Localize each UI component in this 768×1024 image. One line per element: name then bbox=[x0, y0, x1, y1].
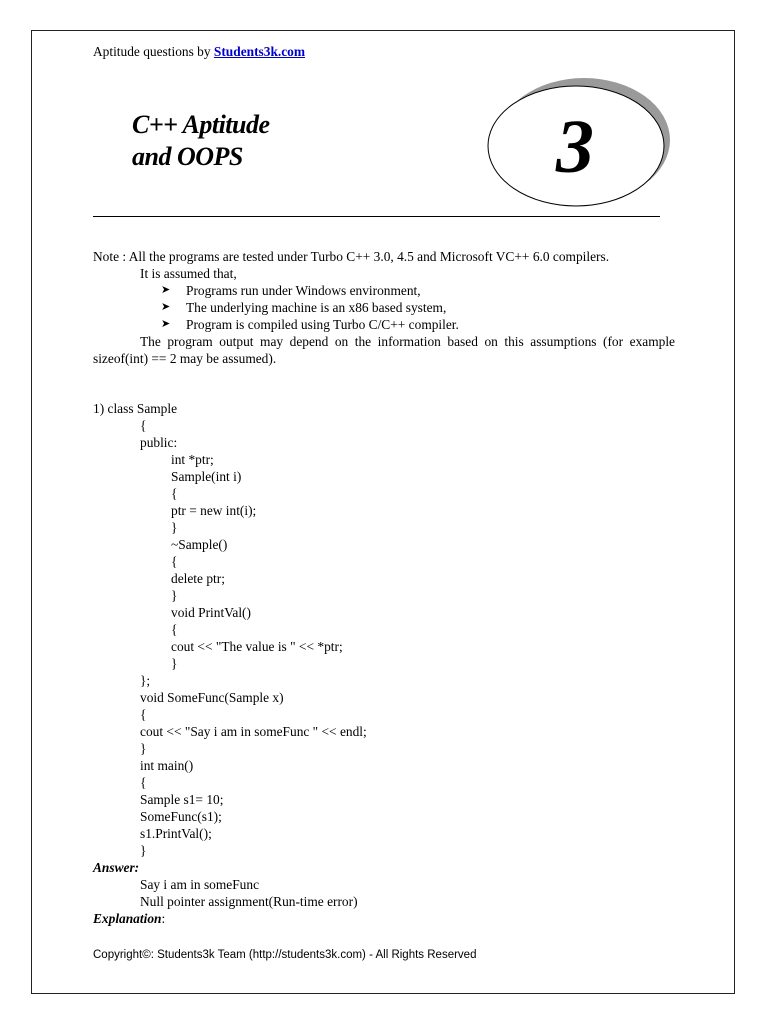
chapter-title bbox=[132, 109, 270, 173]
code-line: int main() bbox=[140, 758, 194, 773]
code-line: } bbox=[140, 843, 147, 858]
code-line: Sample(int i) bbox=[171, 469, 242, 484]
answer-heading: Answer: bbox=[93, 860, 140, 875]
chapter-number-emblem bbox=[484, 64, 674, 214]
code-line: delete ptr; bbox=[171, 571, 225, 586]
code-line: cout << "Say i am in someFunc " << endl; bbox=[140, 724, 367, 739]
assumption-intro: It is assumed that, bbox=[140, 266, 237, 281]
code-line: { bbox=[140, 418, 147, 433]
note-closing: The program output may depend on the information based on this assumptions (for example sizeof(int) == 2 may be assumed). bbox=[93, 334, 675, 366]
page-header bbox=[93, 43, 305, 60]
answer-line: Say i am in someFunc bbox=[140, 877, 260, 892]
note-paragraph: Note : All the programs are tested under Turbo C++ 3.0, 4.5 and Microsoft VC++ 6.0 compilers. bbox=[93, 249, 610, 264]
code-listing bbox=[93, 400, 367, 859]
code-line: { bbox=[140, 775, 147, 790]
list-item: ➤ The underlying machine is an x86 based system, bbox=[161, 300, 447, 315]
code-line: 1) class Sample bbox=[93, 401, 178, 416]
note-section bbox=[93, 248, 675, 367]
header-site-link[interactable]: Students3k.com bbox=[213, 44, 306, 59]
chapter-title-line2: and OOPS bbox=[132, 142, 243, 171]
arrow-bullet-icon: ➤ bbox=[161, 284, 171, 296]
explanation-heading: Explanation: bbox=[93, 911, 166, 926]
question-1 bbox=[93, 400, 367, 927]
code-line: cout << "The value is " << *ptr; bbox=[171, 639, 343, 654]
code-line: int *ptr; bbox=[171, 452, 214, 467]
code-line: ~Sample() bbox=[171, 537, 228, 552]
code-line: { bbox=[171, 554, 178, 569]
code-line: { bbox=[171, 486, 178, 501]
chapter-number: 3 bbox=[556, 105, 594, 189]
code-line: Sample s1= 10; bbox=[140, 792, 224, 807]
code-line: } bbox=[171, 588, 178, 603]
chapter-title-line1: C++ Aptitude bbox=[132, 110, 270, 139]
arrow-bullet-icon: ➤ bbox=[161, 318, 171, 330]
title-divider bbox=[93, 216, 660, 217]
answer-line: Null pointer assignment(Run-time error) bbox=[140, 894, 358, 909]
assumption-list bbox=[93, 282, 675, 333]
list-item: ➤ Program is compiled using Turbo C/C++ compiler. bbox=[161, 317, 459, 332]
code-line: ptr = new int(i); bbox=[171, 503, 257, 518]
code-line: void PrintVal() bbox=[171, 605, 251, 620]
code-line: } bbox=[171, 656, 178, 671]
page-footer: Copyright©: Students3k Team (http://students3k.com) - All Rights Reserved bbox=[93, 949, 477, 961]
code-line: public: bbox=[140, 435, 178, 450]
code-line: void SomeFunc(Sample x) bbox=[140, 690, 284, 705]
code-line: }; bbox=[140, 673, 151, 688]
code-line: { bbox=[140, 707, 147, 722]
list-item: ➤ Programs run under Windows environment, bbox=[161, 283, 421, 298]
code-line: SomeFunc(s1); bbox=[140, 809, 222, 824]
code-line: s1.PrintVal(); bbox=[140, 826, 212, 841]
code-line: } bbox=[140, 741, 147, 756]
code-line: } bbox=[171, 520, 178, 535]
code-line: { bbox=[171, 622, 178, 637]
arrow-bullet-icon: ➤ bbox=[161, 301, 171, 313]
header-prefix: Aptitude questions by bbox=[93, 44, 214, 59]
